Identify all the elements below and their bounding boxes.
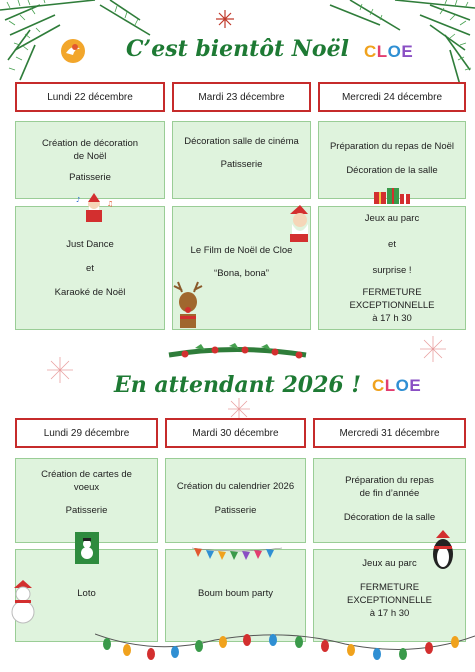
day-header-monday-22: Lundi 22 décembre [15, 82, 165, 112]
activity-line: de Noël [73, 151, 107, 162]
activity-line: Préparation du repas de Noël [329, 141, 455, 152]
penguin-icon [428, 530, 458, 572]
bunting-flags-decoration [192, 546, 282, 560]
activity-line: Création de cartes de [41, 469, 132, 480]
gift-boxes-icon [372, 186, 412, 206]
activity-line: EXCEPTIONNELLE [349, 300, 435, 311]
activity-line: à 17 h 30 [369, 608, 410, 619]
holly-garland-decoration [165, 342, 310, 368]
activity-line: Le Film de Noël de Cloe [190, 245, 293, 256]
activity-line: Loto [77, 588, 96, 599]
activity-line: Création du calendrier 2026 [176, 481, 295, 492]
reindeer-icon [170, 280, 206, 330]
activity-line: Jeux au parc [364, 213, 420, 224]
dancing-santa-icon [74, 192, 114, 226]
activity-line: “Bona, bona” [214, 268, 269, 279]
activity-line: Patisserie [69, 172, 111, 183]
snowman-icon [8, 580, 38, 624]
activity-line: et [388, 239, 396, 250]
activity-line: Patisserie [220, 159, 263, 170]
activity-cell-monday-22-morning [15, 121, 165, 199]
activity-cell-monday-29-morning [15, 458, 158, 543]
string-lights-decoration [95, 626, 475, 672]
activity-line: et [86, 263, 94, 274]
week2-title: En attendant 2026 ! [114, 372, 361, 398]
svg-text:♫: ♫ [107, 200, 114, 208]
svg-text:♪: ♪ [76, 196, 81, 204]
activity-line: voeux [73, 482, 100, 493]
santa-peeking-icon [286, 204, 312, 242]
activity-line: surprise ! [372, 265, 412, 276]
activity-line: Décoration de la salle [343, 512, 436, 523]
activity-cell-wednesday-24-afternoon [318, 206, 466, 330]
brand-logo-cloe: CLOE [364, 42, 414, 61]
brand-logo-cloe: CLOE [372, 376, 422, 395]
activity-line: FERMETURE [362, 287, 422, 298]
day-header-tuesday-23: Mardi 23 décembre [172, 82, 311, 112]
activity-line: Préparation du repas [345, 475, 434, 486]
day-header-monday-29: Lundi 29 décembre [15, 418, 158, 448]
activity-cell-tuesday-30-morning [165, 458, 306, 543]
day-header-tuesday-30: Mardi 30 décembre [165, 418, 306, 448]
sparkle-icon [418, 334, 448, 364]
activity-line: EXCEPTIONNELLE [347, 595, 432, 606]
activity-line: Jeux au parc [362, 558, 417, 569]
activity-line: à 17 h 30 [372, 313, 412, 324]
day-header-wednesday-31: Mercredi 31 décembre [313, 418, 466, 448]
activity-cell-tuesday-23-morning [172, 121, 311, 199]
activity-line: Patisserie [214, 505, 257, 516]
activity-line: Patisserie [65, 505, 108, 516]
activity-line: Just Dance [66, 239, 114, 250]
greeting-card-icon [75, 532, 99, 564]
activity-line: Création de décoration [41, 138, 139, 149]
activity-line: de fin d’année [359, 488, 420, 499]
activity-line: Décoration salle de cinéma [184, 136, 299, 147]
snowflake-icon [216, 10, 234, 28]
activity-line: Karaoké de Noël [54, 287, 126, 298]
week1-title: C’est bientôt Noël [126, 36, 349, 62]
activity-line: FERMETURE [359, 582, 420, 593]
activity-line: Boum boum party [198, 588, 273, 599]
activity-line: Décoration de la salle [346, 165, 438, 176]
day-header-wednesday-24: Mercredi 24 décembre [318, 82, 466, 112]
